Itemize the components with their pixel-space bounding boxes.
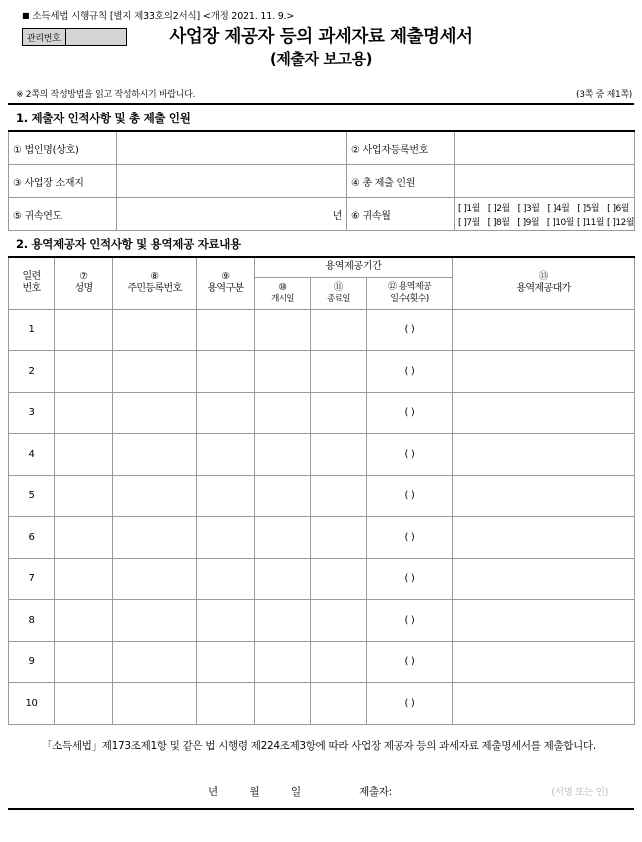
row-rrn-cell[interactable] — [113, 683, 197, 725]
row-sequence-cell: 7 — [9, 558, 55, 600]
accrual-month-label: ⑥ 귀속월 — [347, 198, 455, 231]
end-date-label: 종료일 — [327, 293, 350, 304]
business-location-label: ③ 사업장 소재지 — [9, 165, 117, 198]
circled-13-marker: ⑬ — [538, 271, 549, 283]
circled-9-marker: ⑨ — [221, 271, 230, 283]
row-amount-cell[interactable] — [453, 309, 635, 351]
service-days-label-line1: ⑫ 용역제공 — [387, 281, 432, 292]
service-type-label: 용역구분 — [207, 282, 244, 294]
row-service-days-cell[interactable]: ( ) — [367, 683, 453, 725]
col-header-end-date — [311, 277, 367, 309]
row-rrn-cell[interactable] — [113, 600, 197, 642]
row-name-cell[interactable] — [55, 558, 113, 600]
row-service-days-cell[interactable]: ( ) — [367, 351, 453, 393]
row-name-cell[interactable] — [55, 517, 113, 559]
service-days-label-line2: 일수(횟수) — [390, 294, 429, 304]
rrn-label: 주민등록번호 — [127, 282, 182, 294]
management-number-label: 관리번호 — [23, 29, 66, 45]
month-checkbox-11[interactable]: [ ]11월 — [576, 217, 604, 228]
section2-heading: 2. 용역제공자 인적사항 및 용역제공 자료내용 — [16, 237, 241, 251]
seal-note: (서명 또는 인) — [551, 786, 608, 798]
row-start-date-cell[interactable] — [255, 600, 311, 642]
circled-10-marker: ⑩ — [278, 281, 287, 293]
accrual-year-label: ⑤ 귀속연도 — [9, 198, 117, 231]
row-rrn-cell[interactable] — [113, 475, 197, 517]
table-header-row-top — [9, 257, 635, 277]
submitter-label[interactable]: 제출자: — [359, 785, 392, 798]
management-number-box — [22, 28, 127, 46]
row-amount-cell[interactable] — [453, 351, 635, 393]
title-block — [8, 22, 634, 78]
row-rrn-cell[interactable] — [113, 434, 197, 476]
row-start-date-cell[interactable] — [255, 558, 311, 600]
page-number-note: (3쪽 중 제1쪽) — [576, 90, 632, 100]
row-end-date-cell[interactable] — [311, 641, 367, 683]
col-header-start-date — [255, 277, 311, 309]
amount-label: 용역제공대가 — [516, 282, 571, 294]
row-start-date-cell[interactable] — [255, 351, 311, 393]
row-start-date-cell[interactable] — [255, 683, 311, 725]
row-service-type-cell[interactable] — [197, 475, 255, 517]
circled-11-marker: ⑪ — [333, 281, 344, 293]
month-checkbox-10[interactable]: [ ]10월 — [546, 217, 574, 228]
row-amount-cell[interactable] — [453, 558, 635, 600]
submitter-info-table — [8, 130, 635, 231]
bullet-square-icon: ■ — [22, 11, 30, 20]
row-end-date-cell[interactable] — [311, 600, 367, 642]
row-end-date-cell[interactable] — [311, 351, 367, 393]
corporate-name-field[interactable] — [117, 131, 347, 165]
row-name-cell[interactable] — [55, 683, 113, 725]
col-header-service-type — [197, 257, 255, 309]
row-amount-cell[interactable] — [453, 641, 635, 683]
total-count-label: ④ 총 제출 인원 — [347, 165, 455, 198]
row-sequence-cell: 2 — [9, 351, 55, 393]
row-start-date-cell[interactable] — [255, 517, 311, 559]
page-title: 사업장 제공자 등의 과세자료 제출명세서 — [169, 27, 473, 47]
row-service-type-cell[interactable] — [197, 683, 255, 725]
col-header-sequence — [9, 257, 55, 309]
table-row — [9, 600, 635, 642]
row-amount-cell[interactable] — [453, 392, 635, 434]
row-sequence-cell: 1 — [9, 309, 55, 351]
row-rrn-cell[interactable] — [113, 641, 197, 683]
name-label: 성명 — [74, 282, 93, 294]
months-row-first-half — [455, 201, 634, 214]
row-sequence-cell: 8 — [9, 600, 55, 642]
row-rrn-cell[interactable] — [113, 351, 197, 393]
row-amount-cell[interactable] — [453, 683, 635, 725]
row-amount-cell[interactable] — [453, 600, 635, 642]
col-header-service-days — [367, 277, 453, 309]
row-service-days-cell[interactable]: ( ) — [367, 558, 453, 600]
row-name-cell[interactable] — [55, 309, 113, 351]
service-provider-table — [8, 256, 635, 725]
accrual-year-field[interactable] — [117, 198, 347, 231]
table-row — [9, 683, 635, 725]
row-service-type-cell[interactable] — [197, 641, 255, 683]
table-row — [9, 392, 635, 434]
instruction-note: ※ 2쪽의 작성방법을 읽고 작성하시기 바랍니다. — [16, 90, 196, 100]
row-service-type-cell[interactable] — [197, 309, 255, 351]
row-rrn-cell[interactable] — [113, 309, 197, 351]
row-start-date-cell[interactable] — [255, 392, 311, 434]
row-amount-cell[interactable] — [453, 517, 635, 559]
row-service-type-cell[interactable] — [197, 517, 255, 559]
month-checkbox-4[interactable]: [ ]4월 — [547, 203, 570, 214]
table-row — [9, 309, 635, 351]
row-sequence-cell: 4 — [9, 434, 55, 476]
table-row — [9, 558, 635, 600]
row-start-date-cell[interactable] — [255, 641, 311, 683]
signature-row — [8, 754, 634, 799]
row-end-date-cell[interactable] — [311, 475, 367, 517]
table-row — [9, 165, 635, 198]
row-service-days-cell[interactable]: ( ) — [367, 600, 453, 642]
row-name-cell[interactable] — [55, 475, 113, 517]
month-checkbox-8[interactable]: [ ]8월 — [487, 217, 510, 228]
row-sequence-cell: 5 — [9, 475, 55, 517]
col-header-service-period-group: 용역제공기간 — [255, 257, 453, 277]
row-name-cell[interactable] — [55, 351, 113, 393]
corporate-name-label: ① 법인명(상호) — [9, 131, 117, 165]
table-row — [9, 475, 635, 517]
accrual-month-checkbox-group — [455, 198, 635, 231]
row-rrn-cell[interactable] — [113, 558, 197, 600]
circled-8-marker: ⑧ — [150, 271, 159, 283]
business-location-field[interactable] — [117, 165, 347, 198]
row-start-date-cell[interactable] — [255, 309, 311, 351]
management-number-field[interactable] — [66, 29, 126, 45]
month-checkbox-1[interactable]: [ ]1월 — [458, 203, 480, 214]
law-reference-text: 소득세법 시행규칙 [별지 제33호의2서식] <개정 2021. 11. 9.> — [32, 11, 295, 22]
months-row-second-half — [455, 215, 634, 228]
row-service-days-cell[interactable]: ( ) — [367, 475, 453, 517]
row-rrn-cell[interactable] — [113, 517, 197, 559]
row-service-type-cell[interactable] — [197, 600, 255, 642]
row-end-date-cell[interactable] — [311, 309, 367, 351]
row-sequence-cell: 3 — [9, 392, 55, 434]
row-service-days-cell[interactable]: ( ) — [367, 517, 453, 559]
row-name-cell[interactable] — [55, 434, 113, 476]
row-amount-cell[interactable] — [453, 475, 635, 517]
col-header-name — [55, 257, 113, 309]
row-service-days-cell[interactable]: ( ) — [367, 434, 453, 476]
row-name-cell[interactable] — [55, 392, 113, 434]
row-service-days-cell[interactable]: ( ) — [367, 392, 453, 434]
row-end-date-cell[interactable] — [311, 517, 367, 559]
sequence-label-line2: 번호 — [22, 283, 41, 295]
sequence-label-line1: 일련 — [22, 270, 41, 282]
col-header-amount — [453, 257, 635, 309]
table-row — [9, 198, 635, 231]
footer-divider — [8, 808, 634, 810]
row-end-date-cell[interactable] — [311, 434, 367, 476]
table-row — [9, 351, 635, 393]
row-service-type-cell[interactable] — [197, 434, 255, 476]
row-name-cell[interactable] — [55, 641, 113, 683]
table-row — [9, 131, 635, 165]
section1-heading: 1. 제출자 인적사항 및 총 제출 인원 — [16, 111, 191, 125]
business-reg-no-label: ② 사업자등록번호 — [347, 131, 455, 165]
month-checkbox-12[interactable]: [ ]12월 — [606, 217, 635, 228]
service-provider-rows — [9, 309, 635, 724]
table-row — [9, 517, 635, 559]
law-reference-line — [8, 0, 634, 22]
total-count-field[interactable] — [455, 165, 635, 198]
table-row — [9, 434, 635, 476]
row-service-type-cell[interactable] — [197, 351, 255, 393]
row-end-date-cell[interactable] — [311, 558, 367, 600]
month-checkbox-6[interactable]: [ ]6월 — [607, 203, 629, 214]
row-service-type-cell[interactable] — [197, 558, 255, 600]
month-checkbox-5[interactable]: [ ]5월 — [577, 203, 600, 214]
month-checkbox-3[interactable]: [ ]3월 — [517, 203, 540, 214]
row-amount-cell[interactable] — [453, 434, 635, 476]
row-sequence-cell: 6 — [9, 517, 55, 559]
business-reg-no-field[interactable] — [455, 131, 635, 165]
row-name-cell[interactable] — [55, 600, 113, 642]
row-start-date-cell[interactable] — [255, 475, 311, 517]
col-header-rrn — [113, 257, 197, 309]
note-row — [8, 78, 634, 103]
month-checkbox-7[interactable]: [ ]7월 — [458, 217, 480, 228]
month-checkbox-2[interactable]: [ ]2월 — [487, 203, 510, 214]
row-service-type-cell[interactable] — [197, 392, 255, 434]
circled-7-marker: ⑦ — [79, 271, 88, 283]
accrual-year-unit: 년 — [332, 210, 342, 222]
declaration-text: 「소득세법」제173조제1항 및 같은 법 시행령 제224조제3항에 따라 사업장 제공자 등의 과세자료 제출명세서를 제출합니다. — [42, 739, 596, 752]
table-row — [9, 641, 635, 683]
row-end-date-cell[interactable] — [311, 683, 367, 725]
row-end-date-cell[interactable] — [311, 392, 367, 434]
start-date-label: 개시일 — [271, 293, 294, 304]
date-line[interactable]: 년 월 일 — [208, 785, 316, 798]
row-service-days-cell[interactable]: ( ) — [367, 309, 453, 351]
row-sequence-cell: 9 — [9, 641, 55, 683]
row-rrn-cell[interactable] — [113, 392, 197, 434]
row-start-date-cell[interactable] — [255, 434, 311, 476]
row-service-days-cell[interactable]: ( ) — [367, 641, 453, 683]
row-sequence-cell: 10 — [9, 683, 55, 725]
month-checkbox-9[interactable]: [ ]9월 — [517, 217, 540, 228]
page-subtitle: (제출자 보고용) — [269, 49, 373, 68]
